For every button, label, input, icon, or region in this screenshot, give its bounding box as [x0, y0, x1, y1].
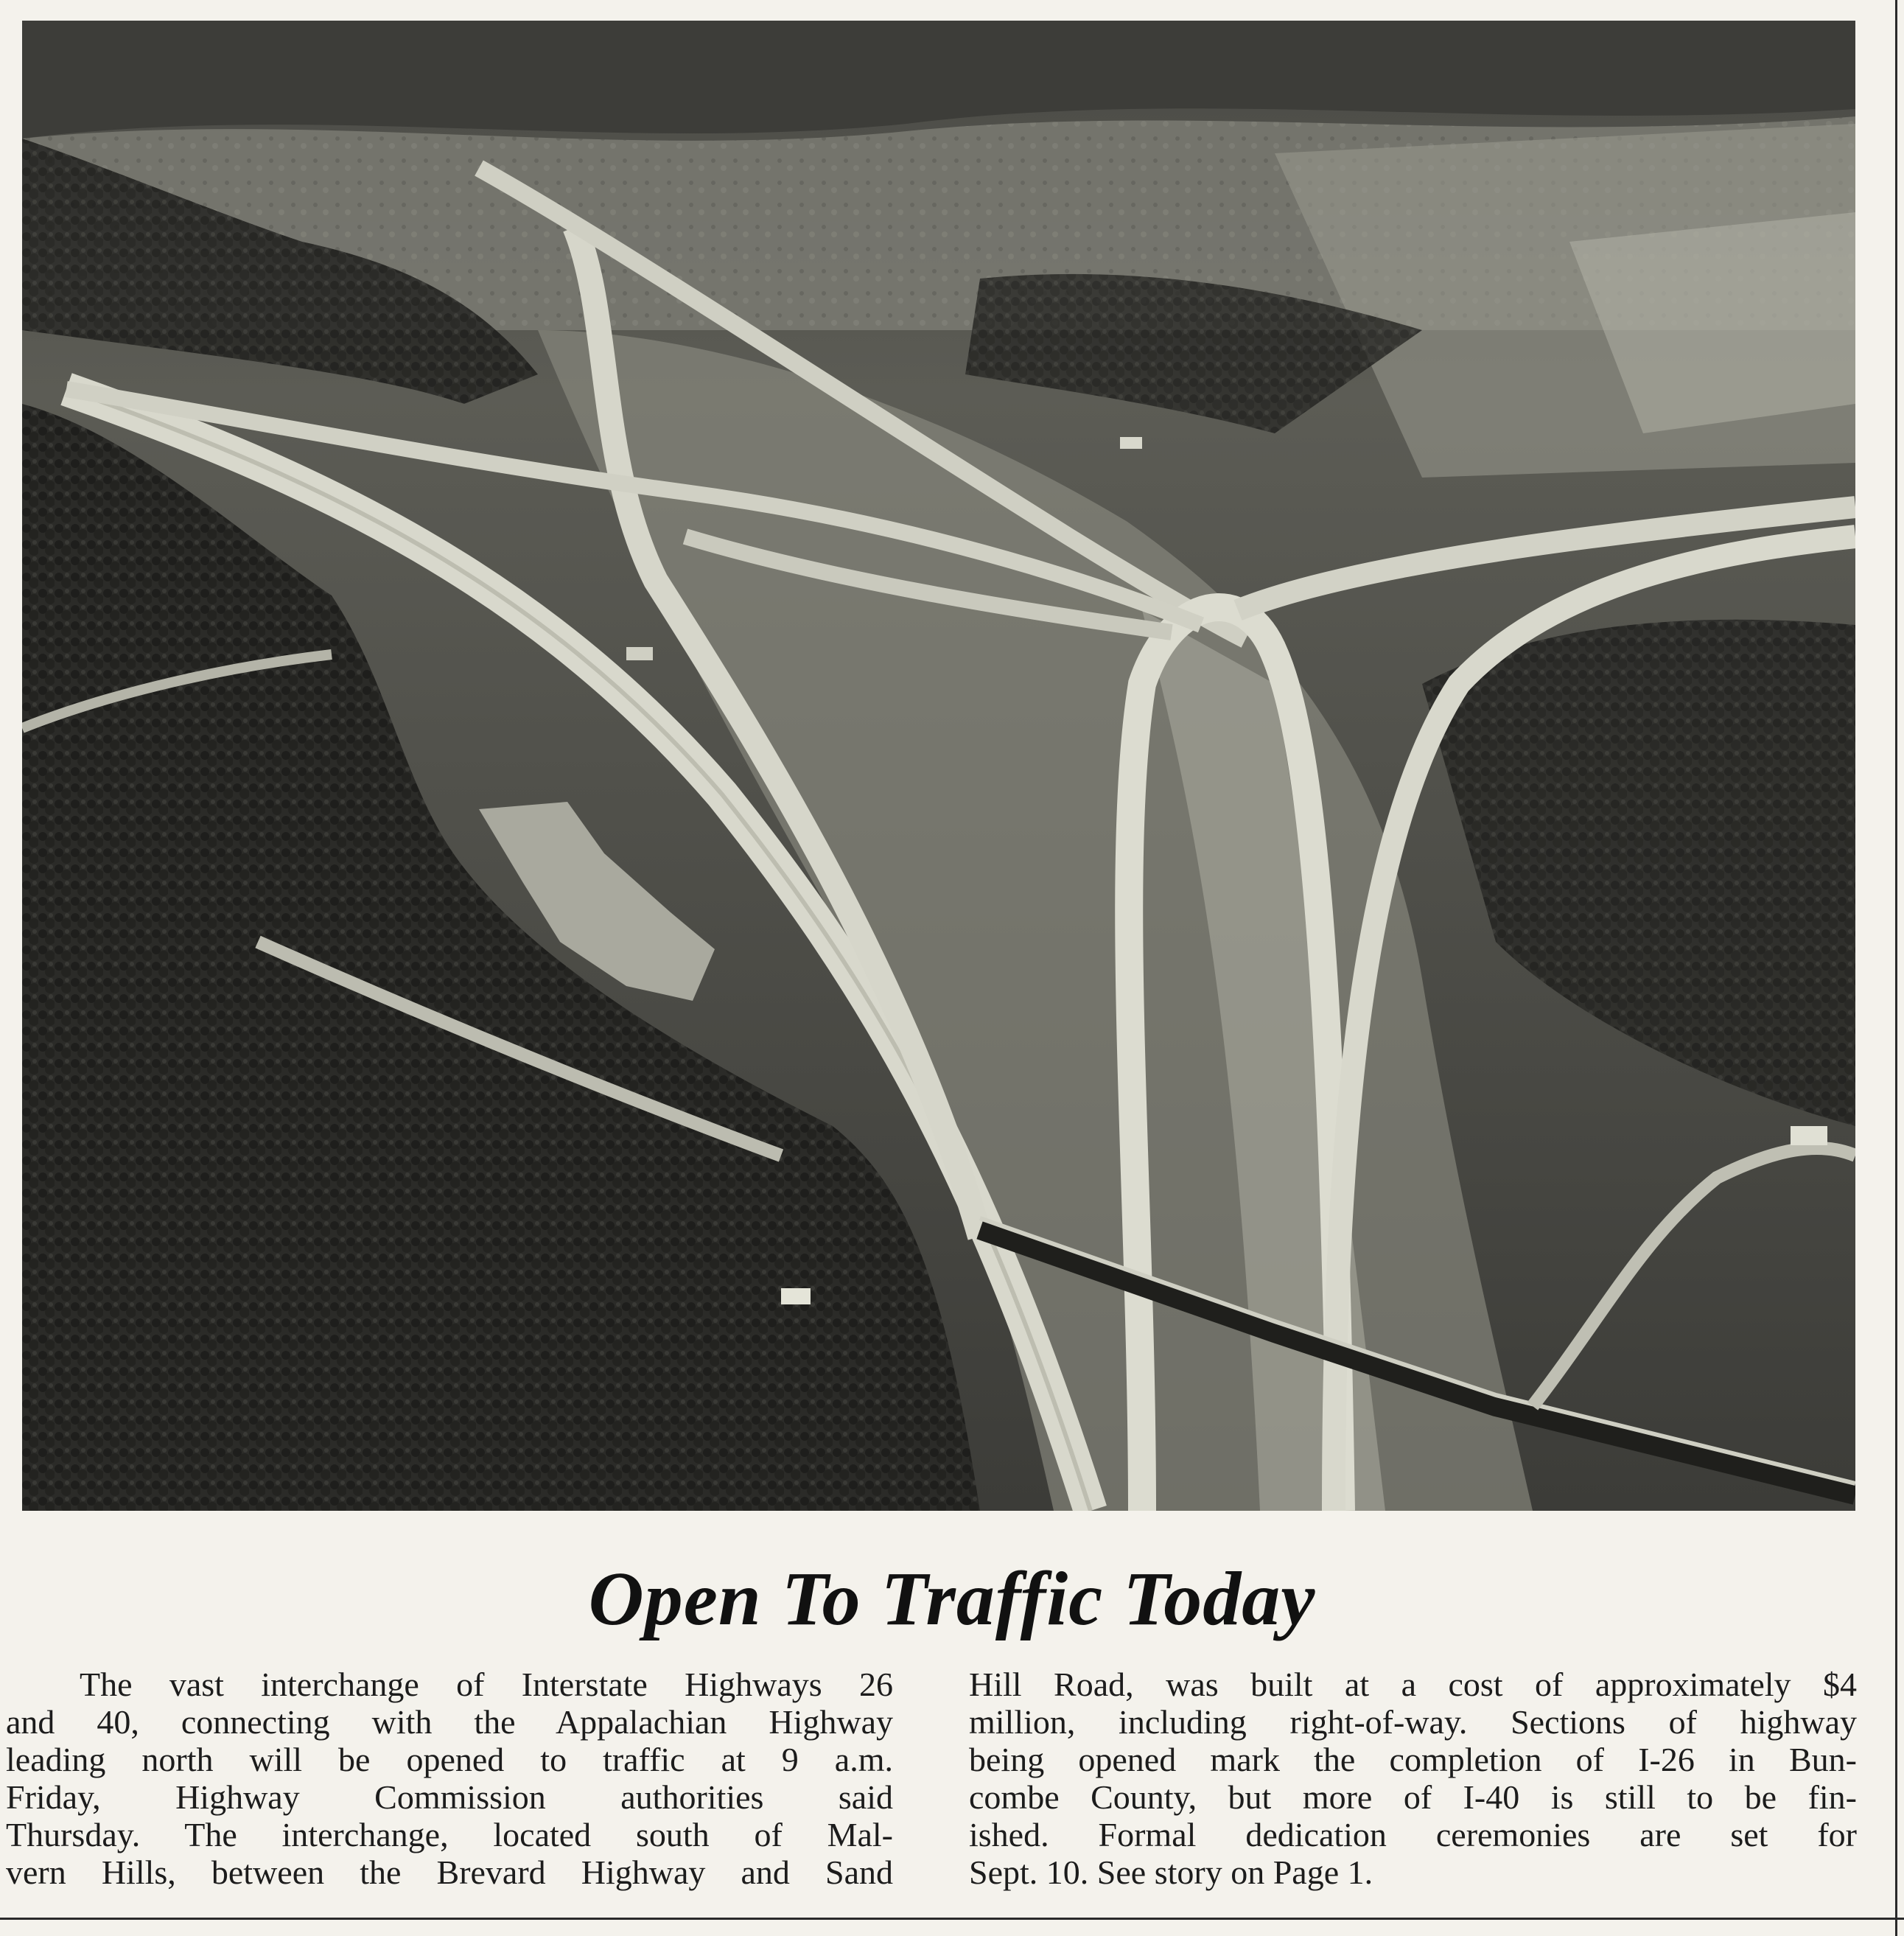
headline: Open To Traffic Today [588, 1556, 1316, 1641]
column-rule-right [1895, 0, 1897, 1936]
caption-left-column [6, 1666, 893, 1891]
caption-line: million, including right-of-way. Sections of highway [969, 1703, 1857, 1741]
caption-line: The vast interchange of Interstate Highways 26 [80, 1666, 893, 1703]
column-rule-bottom [0, 1918, 1904, 1920]
interchange-photo-illustration [22, 21, 1855, 1511]
caption-right-column [969, 1666, 1857, 1891]
caption-line: combe County, but more of I-40 is still to be fin- [969, 1778, 1857, 1816]
aerial-photo-highway-interchange [22, 21, 1855, 1511]
caption-line: Sept. 10. See story on Page 1. [969, 1853, 1373, 1891]
caption-line: Friday, Highway Commission authorities said [6, 1778, 893, 1816]
caption-line: being opened mark the completion of I-26 in Bun- [969, 1741, 1857, 1778]
caption-line: Hill Road, was built at a cost of approximately $4 [969, 1666, 1857, 1703]
caption-line: and 40, connecting with the Appalachian Highway [6, 1703, 893, 1741]
caption-line: ished. Formal dedication ceremonies are set for [969, 1816, 1857, 1853]
caption-line: vern Hills, between the Brevard Highway and Sand [6, 1853, 893, 1891]
caption-line: Thursday. The interchange, located south of Mal- [6, 1816, 893, 1853]
caption-line: leading north will be opened to traffic at 9 a.m. [6, 1741, 893, 1778]
